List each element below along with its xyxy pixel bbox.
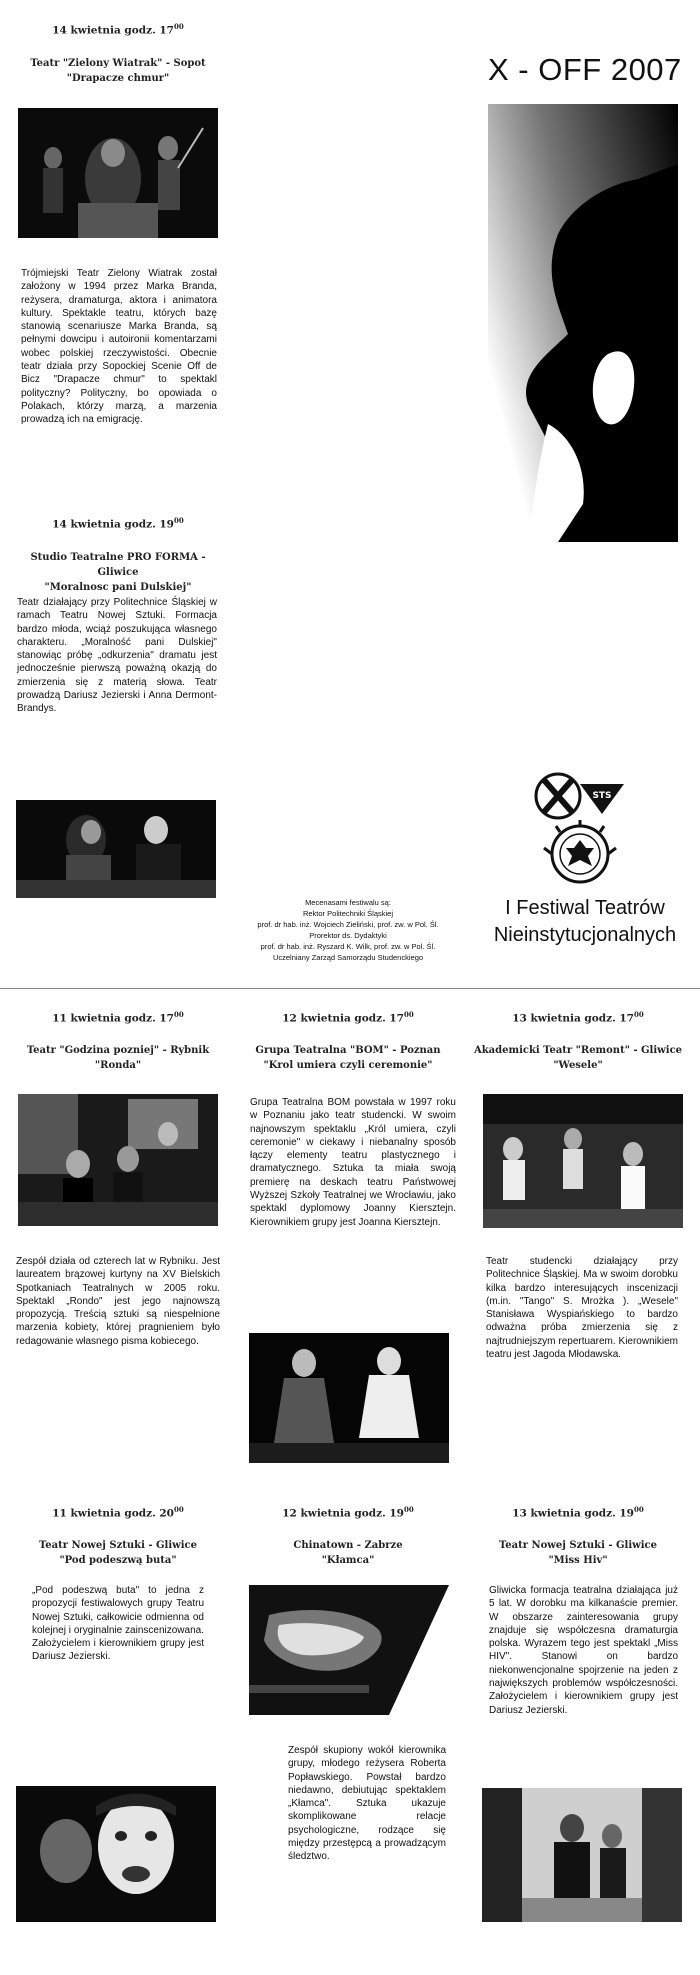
event-description: Teatr działający przy Politechnice Śląskiej w ramach Teatru Nowej Sztuki. Formacja bardzo młoda, wciąż poszukująca własnego charakteru. „Moralność pani Dulskiej" stanowiąc próbę „odkurzenia" dramatu jest jednocześnie pierwszą poważną okazją do zmierzenia się z materią słowa. Teatr prowadzą Dariusz Jezierski i Anna Dermont-Brandys.: [17, 597, 217, 715]
event-title: [478, 1538, 678, 1568]
event-date: 14 kwietnia godz. $19^{00}$: [52, 516, 184, 531]
play-title: "Moralnosc pani Dulskiej": [44, 582, 192, 593]
event-description: Grupa Teatralna BOM powstała w 1997 roku w Poznaniu jako teatr studencki. W swoim najnowszym spektaklu „Król umiera, czyli ceremonie" w ciekawy i niebanalny sposób łączy elementy teatru plastycznego i dramatycznego. Sztuka ta miała swoją premierę na deskach teatru Państwowej Wyższej Szkoły Teatralnej we Wrocławiu, jako spektakl dyplomowy Joanny Kiersztejn. Kierownikiem grupy jest Joanna Kiersztejn.: [250, 1097, 456, 1228]
event-title: [18, 1538, 218, 1568]
event-photo: [16, 800, 216, 898]
sponsors-line: prof. dr hab. inż. Ryszard K. Wilk, prof. zw. w Pol. Śl.: [260, 942, 436, 951]
play-title: "Pod podeszwą buta": [59, 1555, 177, 1566]
event-date: 13 kwietnia godz. $17^{00}$: [512, 1010, 644, 1025]
festival-logo: [530, 768, 630, 886]
event-photo: [483, 1094, 683, 1228]
cover-title: X - OFF 2007: [488, 52, 682, 87]
play-title: "Wesele": [553, 1060, 603, 1071]
event-date: 11 kwietnia godz. $20^{00}$: [52, 1505, 184, 1520]
festival-name: [480, 895, 690, 949]
play-title: "Miss Hiv": [548, 1555, 608, 1566]
sponsors-line: prof. dr hab. inż. Wojciech Zieliński, prof. zw. w Pol. Śl.: [257, 920, 439, 929]
group-name: Grupa Teatralna "BOM" - Poznan: [255, 1045, 441, 1056]
group-name: Teatr "Zielony Wiatrak" - Sopot: [30, 58, 206, 69]
play-title: "Drapacze chmur": [66, 73, 170, 84]
event-title: [10, 550, 226, 595]
event-photo: [249, 1585, 449, 1715]
event-title: [248, 1538, 448, 1568]
event-photo: [482, 1788, 682, 1922]
event-description: Zespół skupiony wokół kierownika grupy, młodego reżysera Roberta Popławskiego. Powstał bardzo niedawno, debiutując spektaklem „Kłamca". Sztuka ukazuje skomplikowane relacje psychologiczne, rodzące się między przestępcą a prowadzącym śledztwo.: [288, 1745, 446, 1863]
event-title: [240, 1043, 456, 1073]
event-description: Zespół działa od czterech lat w Rybniku. Jest laureatem brązowej kurtyny na XV Bielskich Spotkaniach Teatralnych w 2005 roku. Spektakl „Rondo" jest jego najnowszą propozycją. Treścią sztuki są niespełnione marzenia kobiety, której pragnieniem było redagowanie własnego pisma kobiecego.: [16, 1256, 220, 1347]
event-title: [18, 56, 218, 86]
group-name: Teatr Nowej Sztuki - Gliwice: [38, 1540, 197, 1551]
group-name: Teatr "Godzina pozniej" - Rybnik: [26, 1045, 210, 1056]
group-name: Akademicki Teatr "Remont" - Gliwice: [473, 1045, 683, 1056]
group-name: Chinatown - Zabrze: [293, 1540, 403, 1551]
event-description: Trójmiejski Teatr Zielony Wiatrak został założony w 1994 przez Marka Branda, reżysera, dramaturga, aktora i animatora kultury. Spektakle teatru, których bazę stanowią scenariusze Marka Branda, są pełnymi dowcipu i autoironii komentarzami wobec polskiej rzeczywistości. Obecnie teatr działa przy Sopockiej Scenie Off de Bicz "Drapacze chmur" to spektakl polityczny? Polityczny, bo opowiada o Polakach, którzy marzą, a marzenia prowadzą ich na emigrację.: [21, 268, 217, 426]
sponsors-line: Mecenasami festiwalu są:: [305, 898, 391, 907]
svg-text:STS: STS: [592, 791, 612, 801]
sponsors-line: Uczelniany Zarząd Samorządu Studenckiego: [272, 953, 424, 962]
event-date: 13 kwietnia godz. $19^{00}$: [512, 1505, 644, 1520]
group-name: Teatr Nowej Sztuki - Gliwice: [498, 1540, 657, 1551]
festival-name-line1: I Festiwal Teatrów: [505, 897, 665, 919]
event-description: Gliwicka formacja teatralna działająca już 5 lat. W dorobku ma kilkanaście premier. W obszarze zainteresowania grupy znajduje się współczesna dramaturgia polska. Wyrazem tego jest spektakl „Miss HIV". Stanowi on bardzo niekonwencjonalne spojrzenie na jeden z największych problemów współczesności. Założycielem i kierownikiem grupy jest Dariusz Jezierski.: [489, 1585, 678, 1716]
event-title: [470, 1043, 686, 1073]
event-date: 11 kwietnia godz. $17^{00}$: [52, 1010, 184, 1025]
event-date: 14 kwietnia godz. $17^{00}$: [52, 22, 184, 37]
page-divider: [0, 988, 700, 989]
cover-portrait: [488, 104, 678, 542]
event-title: [12, 1043, 224, 1073]
event-date: 12 kwietnia godz. $19^{00}$: [282, 1505, 414, 1520]
play-title: "Ronda": [94, 1060, 142, 1071]
event-date: 12 kwietnia godz. $17^{00}$: [282, 1010, 414, 1025]
event-photo: [18, 1094, 218, 1226]
sponsors-block: [233, 897, 463, 963]
event-photo: [249, 1333, 449, 1463]
play-title: "Krol umiera czyli ceremonie": [263, 1060, 433, 1071]
event-description: Teatr studencki działający przy Politechnice Śląskiej. Ma w swoim dorobku kilka bardzo interesujących inscenizacji (m.in. "Tango" S. Mrożka ). „Wesele" Stanisława Wyspiańskiego to bardzo odważna próba zmierzenia się z najtrudniejszym repertuarem. Kierownikiem teatru jest Jagoda Młodawska.: [486, 1256, 678, 1361]
sponsors-line: Rektor Politechniki Śląskiej: [302, 909, 394, 918]
sponsors-line: Prorektor ds. Dydaktyki: [309, 931, 387, 940]
festival-name-line2: Nieinstytucjonalnych: [493, 924, 677, 946]
group-name: Studio Teatralne PRO FORMA - Gliwice: [30, 552, 206, 578]
event-description: „Pod podeszwą buta" to jedna z propozycji festiwalowych grupy Teatru Nowej Sztuki, całkowicie odmienna od kolejnej i oryginalnie zainscenizowana. Założycielem i kierownikiem grupy jest Dariusz Jezierski.: [32, 1585, 204, 1663]
play-title: "Kłamca": [321, 1555, 375, 1566]
event-photo: [16, 1786, 216, 1922]
event-photo: [18, 108, 218, 238]
